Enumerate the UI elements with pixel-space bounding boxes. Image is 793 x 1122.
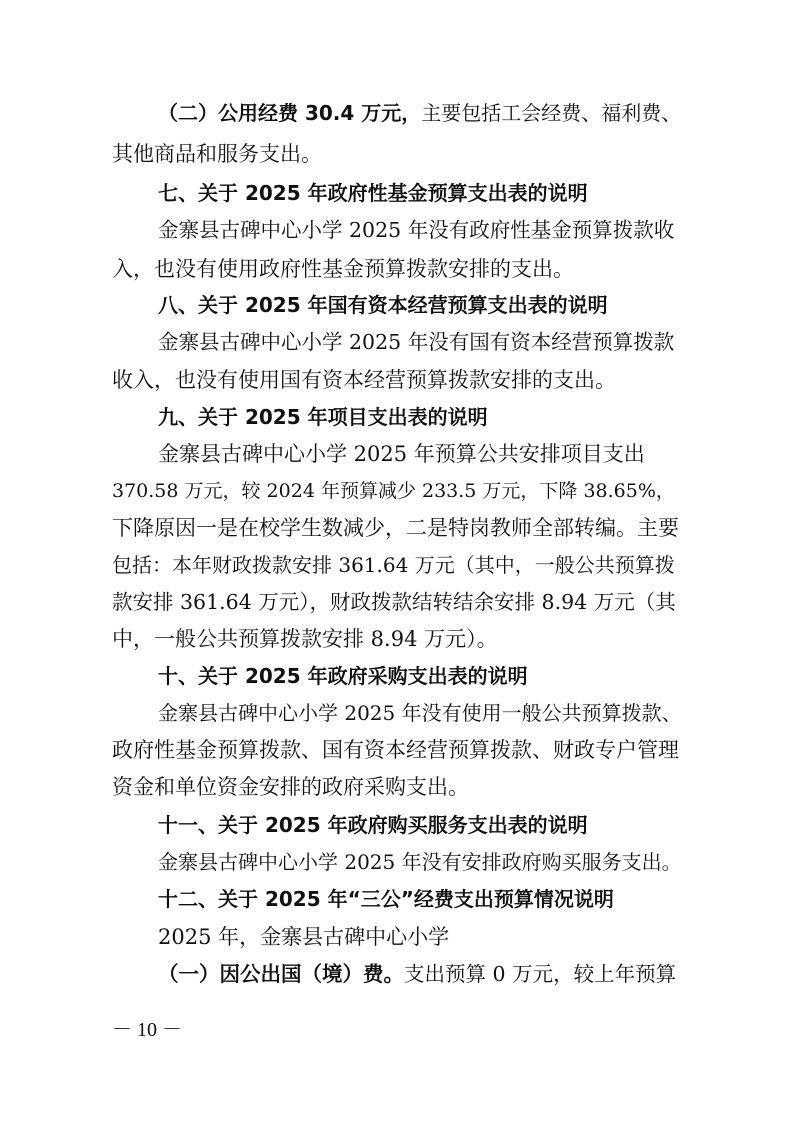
page-number: － 10 － — [112, 1019, 182, 1041]
section-heading-7: 七、关于 2025 年政府性基金预算支出表的说明 — [158, 181, 588, 205]
paragraph-line: 金寨县古碑中心小学 2025 年没有使用一般公共预算拨款、 — [158, 701, 682, 725]
paragraph-line: 金寨县古碑中心小学 2025 年没有安排政府购买服务支出。 — [158, 850, 682, 874]
paragraph-line: 中，一般公共预算拨款安排 8.94 万元）。 — [112, 627, 498, 651]
paragraph-outbound-travel — [158, 961, 676, 987]
section-heading-12: 十二、关于 2025 年“三公”经费支出预算情况说明 — [158, 887, 614, 911]
paragraph-line: 其他商品和服务支出。 — [112, 142, 322, 166]
paragraph-line: 入，也没有使用政府性基金预算拨款安排的支出。 — [112, 257, 574, 281]
paragraph-line: 金寨县古碑中心小学 2025 年预算公共安排项目支出 — [158, 442, 645, 466]
paragraph-line: 2025 年，金寨县古碑中心小学 — [158, 925, 450, 949]
section-heading-9: 九、关于 2025 年项目支出表的说明 — [158, 405, 488, 429]
paragraph-line: 政府性基金预算拨款、国有资本经营预算拨款、财政专户管理 — [112, 738, 679, 762]
paragraph-line: 资金和单位资金安排的政府采购支出。 — [112, 775, 469, 799]
paragraph-line: 金寨县古碑中心小学 2025 年没有政府性基金预算拨款收 — [158, 218, 675, 242]
paragraph-line: 包括：本年财政拨款安排 361.64 万元（其中，一般公共预算拨 — [112, 553, 675, 577]
section-heading-8: 八、关于 2025 年国有资本经营预算支出表的说明 — [158, 293, 608, 317]
public-funds-lead: （二）公用经费 30.4 万元， — [158, 101, 422, 125]
public-funds-text: 主要包括工会经费、福利费、 — [421, 101, 682, 125]
paragraph-line: 金寨县古碑中心小学 2025 年没有国有资本经营预算拨款 — [158, 330, 675, 354]
paragraph-line: 370.58 万元，较 2024 年预算减少 233.5 万元，下降 38.65%， — [112, 480, 675, 502]
paragraph-line: 收入，也没有使用国有资本经营预算拨款安排的支出。 — [112, 368, 616, 392]
paragraph-line: 下降原因一是在校学生数减少，二是特岗教师全部转编。主要 — [112, 516, 679, 540]
section-heading-11: 十一、关于 2025 年政府购买服务支出表的说明 — [158, 813, 588, 837]
paragraph-line: 款安排 361.64 万元），财政拨款结转结余安排 8.94 万元（其 — [112, 590, 676, 614]
outbound-travel-text: 支出预算 0 万元，较上年预算 — [404, 962, 677, 986]
outbound-travel-lead: （一）因公出国（境）费。 — [158, 962, 404, 986]
paragraph-public-funds — [158, 100, 681, 126]
section-heading-10: 十、关于 2025 年政府采购支出表的说明 — [158, 664, 528, 688]
